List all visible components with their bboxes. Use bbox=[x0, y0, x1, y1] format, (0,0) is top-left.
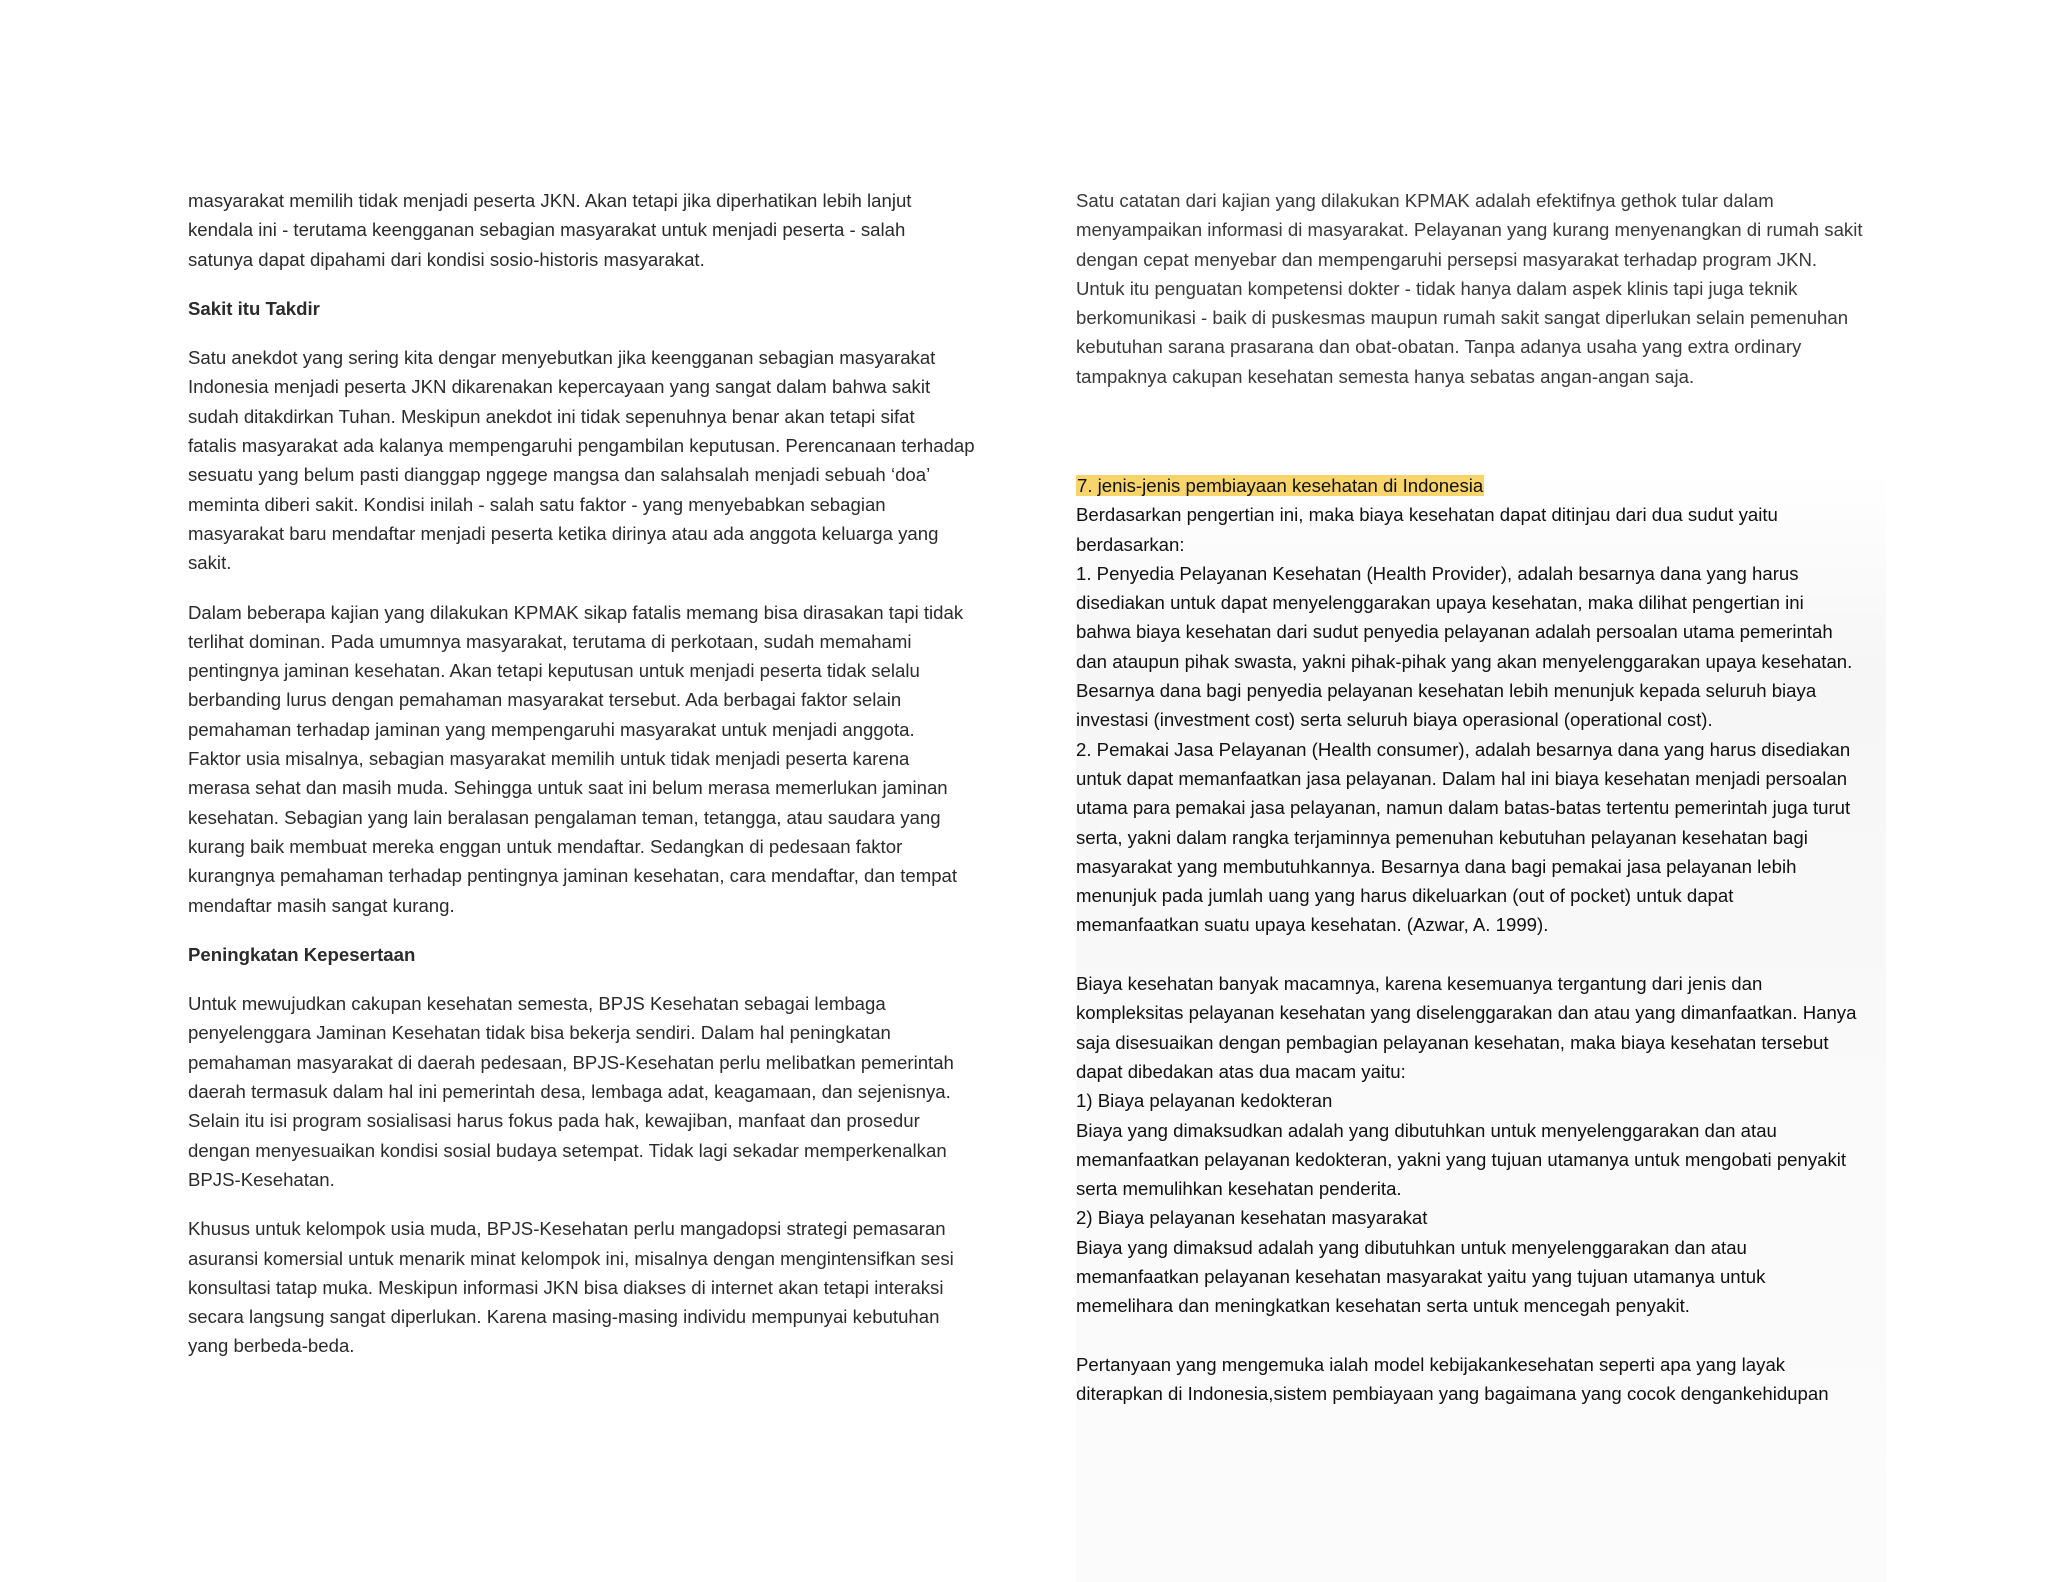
section-pembiayaan-kesehatan bbox=[1076, 471, 1886, 1409]
text-line: terlihat dominan. Pada umumnya masyarakat, terutama di perkotaan, sudah memahami bbox=[188, 630, 912, 652]
text-line: dengan menyesuaikan kondisi sosial budaya setempat. Tidak lagi sekadar memperkenalkan bbox=[188, 1139, 947, 1161]
text-line: pentingnya jaminan kesehatan. Akan tetapi keputusan untuk menjadi peserta tidak selalu bbox=[188, 660, 920, 682]
text-line: kompleksitas pelayanan kesehatan yang diselenggarakan dan atau yang dimanfaatkan. Hanya bbox=[1076, 1002, 1857, 1024]
text-line: satunya dapat dipahami dari kondisi sosio-historis masyarakat. bbox=[188, 248, 705, 270]
section-heading-peningkatan-kepesertaan: Peningkatan Kepesertaan bbox=[188, 943, 416, 965]
text-line: Satu anekdot yang sering kita dengar menyebutkan jika keengganan sebagian masyarakat bbox=[188, 347, 936, 369]
text-line: bahwa biaya kesehatan dari sudut penyedia pelayanan adalah persoalan utama pemerintah bbox=[1076, 621, 1833, 643]
paragraph-gethok-tular bbox=[1076, 186, 1886, 391]
text-line: dan ataupun pihak swasta, yakni pihak-pihak yang akan menyelenggarakan upaya kesehatan. bbox=[1076, 650, 1853, 672]
text-line: Biaya yang dimaksud adalah yang dibutuhkan untuk menyelenggarakan dan atau bbox=[1076, 1236, 1747, 1258]
text-line: Berdasarkan pengertian ini, maka biaya kesehatan dapat ditinjau dari dua sudut yaitu bbox=[1076, 504, 1778, 526]
text-line: 2. Pemakai Jasa Pelayanan (Health consumer), adalah besarnya dana yang harus disediakan bbox=[1076, 738, 1851, 760]
text-line: berkomunikasi - baik di puskesmas maupun rumah sakit sangat diperlukan selain pemenuhan bbox=[1076, 307, 1849, 329]
text-line: secara langsung sangat diperlukan. Karena masing-masing individu mempunyai kebutuhan bbox=[188, 1306, 940, 1328]
text-line: untuk dapat memanfaatkan jasa pelayanan. Dalam hal ini biaya kesehatan menjadi persoalan bbox=[1076, 767, 1848, 789]
text-line: investasi (investment cost) serta seluruh biaya operasional (operational cost). bbox=[1076, 709, 1713, 731]
text-line: berbanding lurus dengan pemahaman masyarakat tersebut. Ada berbagai faktor selain bbox=[188, 689, 902, 711]
text-line: kurang baik membuat mereka enggan untuk mendaftar. Sedangkan di pedesaan faktor bbox=[188, 835, 903, 857]
text-line: dapat dibedakan atas dua macam yaitu: bbox=[1076, 1060, 1406, 1082]
text-line: kendala ini - terutama keengganan sebagian masyarakat untuk menjadi peserta - salah bbox=[188, 219, 906, 241]
text-line: 1. Penyedia Pelayanan Kesehatan (Health Provider), adalah besarnya dana yang harus bbox=[1076, 562, 1799, 584]
text-line: sesuatu yang belum pasti dianggap nggege mangsa dan salahsalah menjadi sebuah ‘doa’ bbox=[188, 464, 931, 486]
intro-paragraph bbox=[188, 186, 1000, 274]
blank-line bbox=[1076, 1321, 1886, 1350]
paragraph-kajian-kpmak bbox=[188, 598, 1000, 920]
text-line: Biaya kesehatan banyak macamnya, karena kesemuanya tergantung dari jenis dan bbox=[1076, 973, 1763, 995]
text-line: menyampaikan informasi di masyarakat. Pelayanan yang kurang menyenangkan di rumah sakit bbox=[1076, 219, 1863, 241]
text-line: Indonesia menjadi peserta JKN dikarenakan kepercayaan yang sangat dalam bahwa sakit bbox=[188, 376, 931, 398]
text-line: pemahaman terhadap jaminan yang mempengaruhi masyarakat untuk menjadi anggota. bbox=[188, 718, 915, 740]
text-line: Biaya yang dimaksudkan adalah yang dibutuhkan untuk menyelenggarakan dan atau bbox=[1076, 1119, 1777, 1141]
text-line: kurangnya pemahaman terhadap pentingnya jaminan kesehatan, cara mendaftar, dan tempat bbox=[188, 865, 958, 887]
text-line: dengan cepat menyebar dan mempengaruhi persepsi masyarakat terhadap program JKN. bbox=[1076, 248, 1818, 270]
text-line: serta, yakni dalam rangka terjaminnya pemenuhan kebutuhan pelayanan kesehatan bagi bbox=[1076, 826, 1808, 848]
text-line: Khusus untuk kelompok usia muda, BPJS-Kesehatan perlu mangadopsi strategi pemasaran bbox=[188, 1218, 946, 1240]
text-line: diterapkan di Indonesia,sistem pembiayaan yang bagaimana yang cocok dengankehidupan bbox=[1076, 1383, 1829, 1405]
text-line: Dalam beberapa kajian yang dilakukan KPMAK sikap fatalis memang bisa dirasakan tapi tidak bbox=[188, 601, 964, 623]
text-line: mendaftar masih sangat kurang. bbox=[188, 894, 455, 916]
text-line: kebutuhan sarana prasarana dan obat-obatan. Tanpa adanya usaha yang extra ordinary bbox=[1076, 336, 1802, 358]
text-line: konsultasi tatap muka. Meskipun informasi JKN bisa diakses di internet akan tetapi interaksi bbox=[188, 1276, 944, 1298]
text-line: serta memulihkan kesehatan penderita. bbox=[1076, 1178, 1402, 1200]
text-line: disediakan untuk dapat menyelenggarakan upaya kesehatan, maka dilihat pengertian ini bbox=[1076, 592, 1804, 614]
text-line: merasa sehat dan masih muda. Sehingga untuk saat ini belum merasa memerlukan jaminan bbox=[188, 777, 948, 799]
text-line: sakit. bbox=[188, 552, 232, 574]
paragraph-bpjs-lembaga bbox=[188, 989, 1000, 1194]
text-line: berdasarkan: bbox=[1076, 533, 1185, 555]
text-line: yang berbeda-beda. bbox=[188, 1335, 355, 1357]
text-line: 2) Biaya pelayanan kesehatan masyarakat bbox=[1076, 1207, 1428, 1229]
text-line: Faktor usia misalnya, sebagian masyarakat memilih untuk tidak menjadi peserta karena bbox=[188, 748, 910, 770]
section-heading-sakit-itu-takdir: Sakit itu Takdir bbox=[188, 297, 320, 319]
text-line: meminta diberi sakit. Kondisi inilah - salah satu faktor - yang menyebabkan sebagian bbox=[188, 493, 886, 515]
text-line: memanfaatkan suatu upaya kesehatan. (Azwar, A. 1999). bbox=[1076, 914, 1549, 936]
text-line: tampaknya cakupan kesehatan semesta hanya sebatas angan-angan saja. bbox=[1076, 365, 1695, 387]
text-line: Satu catatan dari kajian yang dilakukan KPMAK adalah efektifnya gethok tular dalam bbox=[1076, 190, 1774, 211]
text-line: memanfaatkan pelayanan kesehatan masyarakat yaitu yang tujuan utamanya untuk bbox=[1076, 1266, 1766, 1288]
text-line: Selain itu isi program sosialisasi harus fokus pada hak, kewajiban, manfaat dan prosedur bbox=[188, 1110, 920, 1132]
highlighted-section-title: 7. jenis-jenis pembiayaan kesehatan di Indonesia bbox=[1077, 475, 1484, 496]
text-line: menunjuk pada jumlah uang yang harus dikeluarkan (out of pocket) untuk dapat bbox=[1076, 885, 1734, 907]
text-line: penyelenggara Jaminan Kesehatan tidak bisa bekerja sendiri. Dalam hal peningkatan bbox=[188, 1022, 891, 1044]
text-line: pemahaman masyarakat di daerah pedesaan, BPJS-Kesehatan perlu melibatkan pemerintah bbox=[188, 1051, 954, 1073]
left-column bbox=[188, 186, 1000, 1381]
text-line: memanfaatkan pelayanan kedokteran, yakni yang tujuan utamanya untuk mengobati penyakit bbox=[1076, 1148, 1847, 1170]
text-line: masyarakat baru mendaftar menjadi peserta ketika dirinya atau ada anggota keluarga yang bbox=[188, 522, 939, 544]
text-line: memelihara dan meningkatkan kesehatan serta untuk mencegah penyakit. bbox=[1076, 1295, 1690, 1317]
text-line: asuransi komersial untuk menarik minat kelompok ini, misalnya dengan mengintensifkan sesi bbox=[188, 1247, 954, 1269]
text-line: utama para pemakai jasa pelayanan, namun dalam batas-batas tertentu pemerintah juga turut bbox=[1076, 797, 1851, 819]
text-line: saja disesuaikan dengan pembagian pelayanan kesehatan, maka biaya kesehatan tersebut bbox=[1076, 1031, 1829, 1053]
section-title-line bbox=[1076, 471, 1886, 500]
paragraph-sakit-itu-takdir bbox=[188, 343, 1000, 577]
text-line: Pertanyaan yang mengemuka ialah model kebijakankesehatan seperti apa yang layak bbox=[1076, 1353, 1786, 1375]
text-line: BPJS-Kesehatan. bbox=[188, 1168, 335, 1190]
text-line: Untuk itu penguatan kompetensi dokter - tidak hanya dalam aspek klinis tapi juga teknik bbox=[1076, 277, 1798, 299]
text-line: Besarnya dana bagi penyedia pelayanan kesehatan lebih menunjuk kepada seluruh biaya bbox=[1076, 680, 1817, 702]
text-line: masyarakat yang membutuhkannya. Besarnya dana bagi pemakai jasa pelayanan lebih bbox=[1076, 855, 1797, 877]
text-line: sudah ditakdirkan Tuhan. Meskipun anekdot ini tidak sepenuhnya benar akan tetapi sifat bbox=[188, 405, 915, 427]
text-line: 1) Biaya pelayanan kedokteran bbox=[1076, 1090, 1333, 1112]
text-line: fatalis masyarakat ada kalanya mempengaruhi pengambilan keputusan. Perencanaan terhadap bbox=[188, 435, 975, 457]
text-line: Untuk mewujudkan cakupan kesehatan semesta, BPJS Kesehatan sebagai lembaga bbox=[188, 993, 886, 1015]
right-column-top bbox=[1076, 186, 1886, 411]
text-line: daerah termasuk dalam hal ini pemerintah desa, lembaga adat, keagamaan, dan sejenisnya. bbox=[188, 1081, 951, 1103]
blank-line bbox=[1076, 940, 1886, 969]
text-line: masyarakat memilih tidak menjadi peserta JKN. Akan tetapi jika diperhatikan lebih lanjut bbox=[188, 190, 912, 211]
text-line: kesehatan. Sebagian yang lain beralasan pengalaman teman, tetangga, atau saudara yang bbox=[188, 806, 941, 828]
paragraph-usia-muda bbox=[188, 1214, 1000, 1360]
